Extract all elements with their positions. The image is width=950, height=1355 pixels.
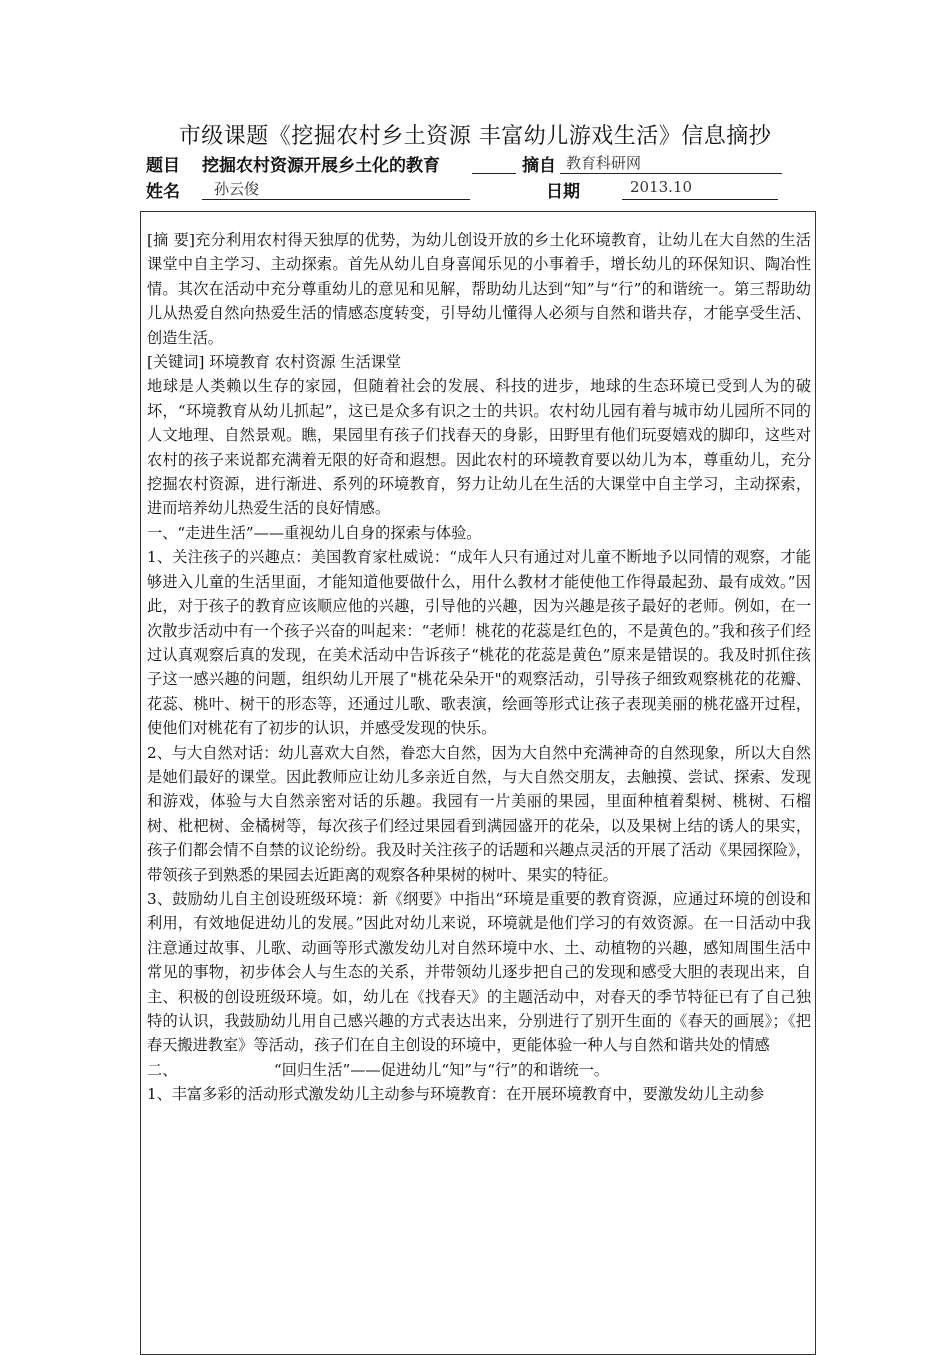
- date-label: 日期: [546, 182, 580, 202]
- section-heading-2: 二、 “回归生活”——促进幼儿“知”与“行”的和谐统一。: [147, 1060, 610, 1079]
- document-title: 市级课题《挖掘农村乡土资源 丰富幼儿游戏生活》信息摘抄: [178, 124, 772, 149]
- paragraph-1-2: 2、与大自然对话：幼儿喜欢大自然，眷恋大自然，因为大自然中充满神奇的自然现象，所以大自然是她们最好的课堂。因此教师应让幼儿多亲近自然，与大自然交朋友，去触摸、尝试、探索、发现和游戏，体验与大自然亲密对话的乐趣。我园有一片美丽的果园，里面种植着梨树、桃树、石榴树、枇杷树、金橘树等，每次孩子们经过果园看到满园盛开的花朵，以及果树上结的诱人的果实，孩子们都会情不自禁的议论纷纷。我及时关注孩子的话题和兴趣点灵活的开展了活动《果园探险》，带领孩子到熟悉的果园去近距离的观察各种果树的树叶、果实的特征。: [147, 743, 811, 884]
- content-body: [147, 228, 811, 1107]
- paragraph-1-1: 1、关注孩子的兴趣点：美国教育家杜威说：“成年人只有通过对儿童不断地予以同情的观察，才能够进入儿童的生活里面，才能知道他要做什么，用什么教材才能使他工作得最起劲、最有成效。”因此，对于孩子的教育应该顺应他的兴趣，引导他的兴趣，因为兴趣是孩子最好的老师。例如，在一次散步活动中有一个孩子兴奋的叫起来：“老师！桃花的花蕊是红色的，不是黄色的。”我和孩子们经过认真观察后真的发现，在美术活动中告诉孩子“桃花的花蕊是黄色”原来是错误的。我及时抓住孩子这一感兴趣的问题，组织幼儿开展了"桃花朵朵开"的观察活动，引导孩子细致观察桃花的花瓣、花蕊、桃叶、树干的形态等，还通过儿歌、歌表演，绘画等形式让孩子表现美丽的桃花盛开过程，使他们对桃花有了初步的认识，并感受发现的快乐。: [147, 548, 811, 738]
- meta-row-topic: [146, 151, 786, 177]
- topic-label: 题目: [146, 156, 180, 176]
- paragraph-2-1: 1、丰富多彩的活动形式激发幼儿主动参与环境教育：在开展环境教育中，要激发幼儿主动参: [147, 1085, 765, 1104]
- abstract-paragraph: [摘 要]充分利用农村得天独厚的优势，为幼儿创设开放的乡土化环境教育，让幼儿在大自然的生活课堂中自主学习、主动探索。首先从幼儿自身喜闻乐见的小事着手，增长幼儿的环保知识、陶冶性情。其次在活动中充分尊重幼儿的意见和见解，帮助幼儿达到“知”与“行”的和谐统一。第三帮助幼儿从热爱自然向热爱生活的情感态度转变，引导幼儿懂得人必须与自然和谐共存，才能享受生活、创造生活。: [147, 231, 811, 347]
- topic-value: 挖掘农村资源开展乡土化的教育: [202, 156, 440, 176]
- meta-row-name: [146, 177, 786, 203]
- section-heading-1: 一、“走进生活”——重视幼儿自身的探索与体验。: [147, 523, 482, 542]
- name-label: 姓名: [146, 182, 180, 202]
- source-label: 摘自: [522, 156, 556, 176]
- name-value: 孙云俊: [214, 180, 260, 198]
- topic-underline: [472, 151, 516, 174]
- paragraph-1-3: 3、鼓励幼儿自主创设班级环境：新《纲要》中指出“环境是重要的教育资源，应通过环境的创设和利用，有效地促进幼儿的发展。”因此对幼儿来说，环境就是他们学习的有效资源。在一日活动中我注意通过故事、儿歌、动画等形式激发幼儿对自然环境中水、土、动植物的兴趣，感知周围生活中常见的事物，初步体会人与生态的关系，并带领幼儿逐步把自己的发现和感受大胆的表现出来，自主、积极的创设班级环境。如，幼儿在《找春天》的主题活动中，对春天的季节特征已有了自己独特的认识，我鼓励幼儿用自己感兴趣的方式表达出来，分别进行了别开生面的《春天的画展》；《把春天搬进教室》等活动，孩子们在自主创设的环境中，更能体验一种人与自然和谐共处的情感: [147, 889, 811, 1055]
- date-value: 2013.10: [630, 178, 693, 196]
- source-value: 教育科研网: [566, 154, 642, 172]
- intro-paragraph: 地球是人类赖以生存的家园，但随着社会的发展、科技的进步，地球的生态环境已受到人为的破坏，“环境教育从幼儿抓起”，这已是众多有识之士的共识。农村幼儿园有着与城市幼儿园所不同的人文地理、自然景观。瞧，果园里有孩子们找春天的身影，田野里有他们玩耍嬉戏的脚印，这些对农村的孩子来说都充满着无限的好奇和遐想。因此农村的环境教育要以幼儿为本，尊重幼儿，充分挖掘农村资源，进行渐进、系列的环境教育，努力让幼儿在生活的大课堂中自主学习，主动探索，进而培养幼儿热爱生活的良好情感。: [147, 377, 811, 518]
- keywords-line: [关键词] 环境教育 农村资源 生活课堂: [147, 353, 402, 372]
